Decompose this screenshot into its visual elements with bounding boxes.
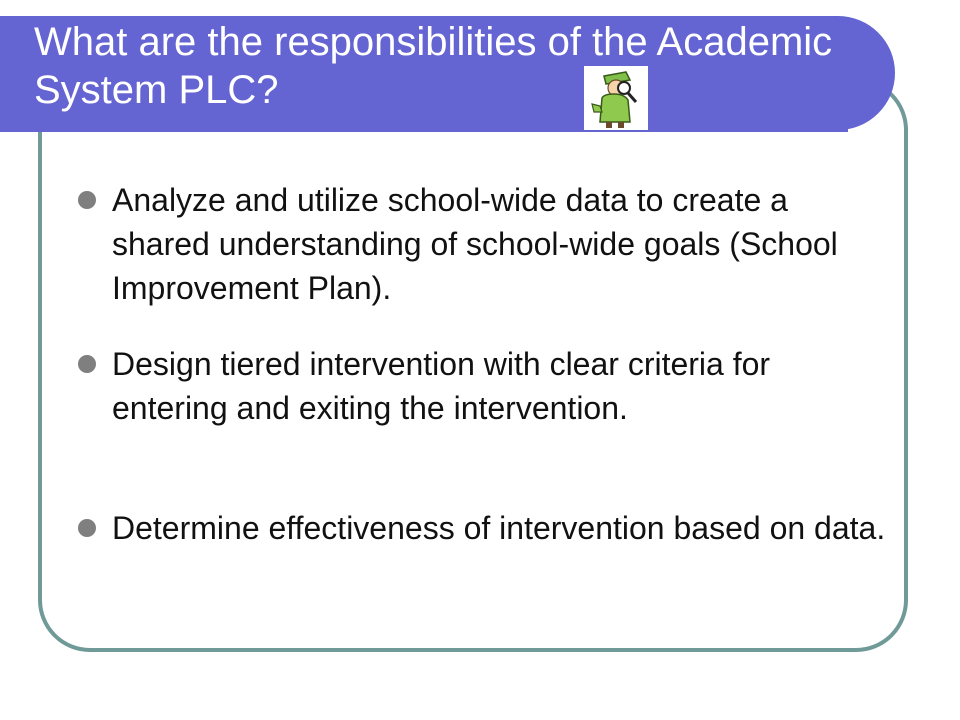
slide-title: What are the responsibilities of the Academic System PLC?: [34, 20, 833, 112]
bullet-text: Design tiered intervention with clear criteria for entering and exiting the intervention.: [112, 346, 771, 426]
bullet-text: Analyze and utilize school-wide data to create a shared understanding of school-wide goals (School Improvement Plan).: [112, 182, 838, 306]
bullet-item: [74, 178, 894, 310]
bullet-dot-icon: [78, 355, 96, 373]
bullet-item: [74, 342, 894, 430]
bullet-item: [74, 506, 894, 550]
bullet-dot-icon: [78, 519, 96, 537]
title-underline: [0, 124, 848, 132]
bullet-dot-icon: [78, 191, 96, 209]
detective-with-magnifying-glass-icon: [584, 66, 648, 130]
bullet-text: Determine effectiveness of intervention based on data.: [112, 510, 886, 546]
